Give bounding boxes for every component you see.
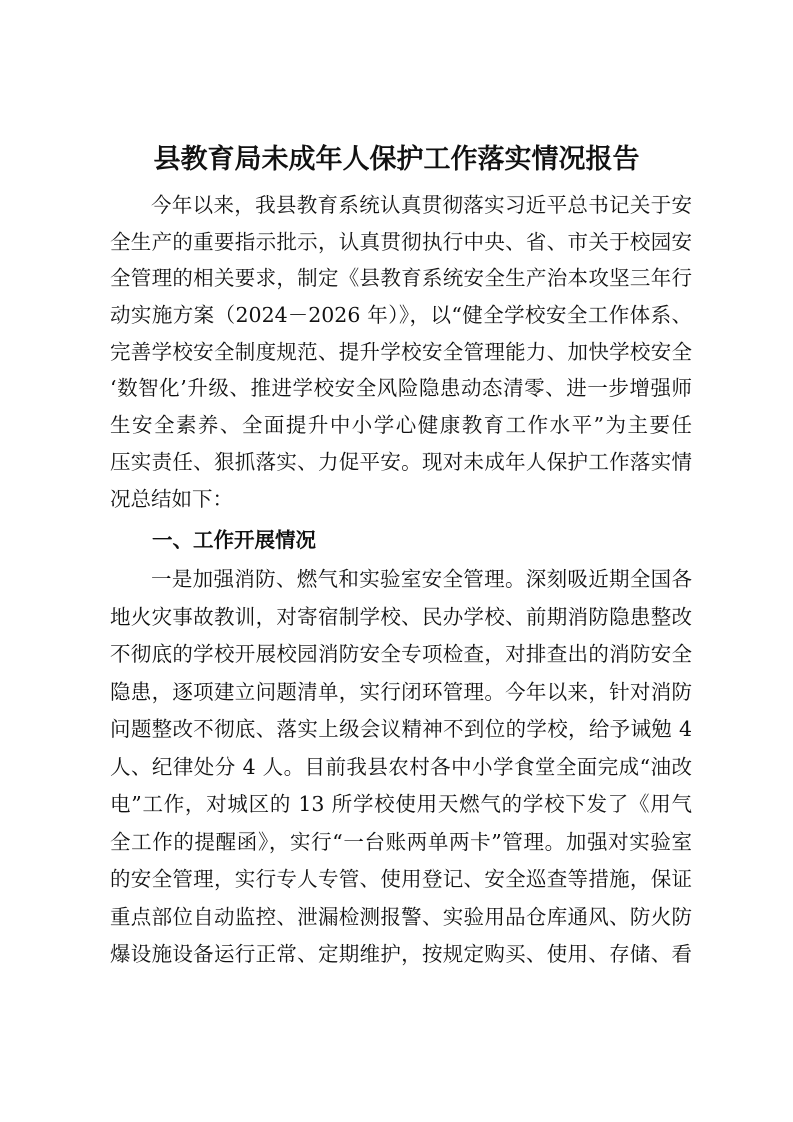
section-heading: 一、工作开展情况 (152, 528, 316, 552)
paragraph-line: 的安全管理，实行专人专管、使用登记、安全巡查等措施，保证 (110, 867, 692, 891)
document-title: 县教育局未成年人保护工作落实情况报告 (153, 144, 640, 175)
paragraph-line: 况总结如下： (110, 486, 233, 511)
paragraph-line: 爆设施设备运行正常、定期维护，按规定购买、使用、存储、看 (110, 942, 692, 966)
paragraph-line: 今年以来，我县教育系统认真贯彻落实习近平总书记关于安 (151, 193, 692, 217)
paragraph-line: 重点部位自动监控、泄漏检测报警、实验用品仓库通风、防火防 (110, 904, 692, 929)
paragraph-line: 动实施方案（2024－2026 年）》，以“健全学校安全工作体系、 (110, 303, 692, 328)
paragraph-line: 不彻底的学校开展校园消防安全专项检查，对排查出的消防安全 (110, 642, 692, 666)
paragraph-line: 全工作的提醒函》，实行“一台账两单两卡”管理。加强对实验室 (110, 829, 692, 854)
paragraph-line: 问题整改不彻底、落实上级会议精神不到位的学校，给予诫勉 4 (110, 717, 692, 741)
paragraph-line: 隐患，逐项建立问题清单，实行闭环管理。今年以来，针对消防 (110, 679, 692, 704)
section-paragraph (110, 561, 692, 974)
paragraph-line: 压实责任、狠抓落实、力促平安。现对未成年人保护工作落实情 (110, 449, 692, 474)
paragraph-line: ‘数智化’升级、推进学校安全风险隐患动态清零、进一步增强师 (110, 376, 692, 401)
paragraph-line: 电”工作，对城区的 13 所学校使用天燃气的学校下发了《用气 (110, 792, 692, 816)
paragraph-line: 一是加强消防、燃气和实验室安全管理。深刻吸近期全国各 (151, 567, 692, 591)
paragraph-line: 生安全素养、全面提升中小学心健康教育工作水平”为主要任 (110, 413, 692, 438)
paragraph-line: 完善学校安全制度规范、提升学校安全管理能力、加快学校安全 (110, 339, 692, 364)
paragraph-line: 全管理的相关要求，制定《县教育系统安全生产治本攻坚三年行 (110, 266, 692, 291)
intro-paragraph (110, 187, 692, 517)
paragraph-line: 全生产的重要指示批示，认真贯彻执行中央、省、市关于校园安 (110, 229, 692, 254)
paragraph-line: 地火灾事故教训，对寄宿制学校、民办学校、前期消防隐患整改 (110, 604, 692, 629)
paragraph-line: 人、纪律处分 4 人。目前我县农村各中小学食堂全面完成“油改 (110, 754, 692, 779)
